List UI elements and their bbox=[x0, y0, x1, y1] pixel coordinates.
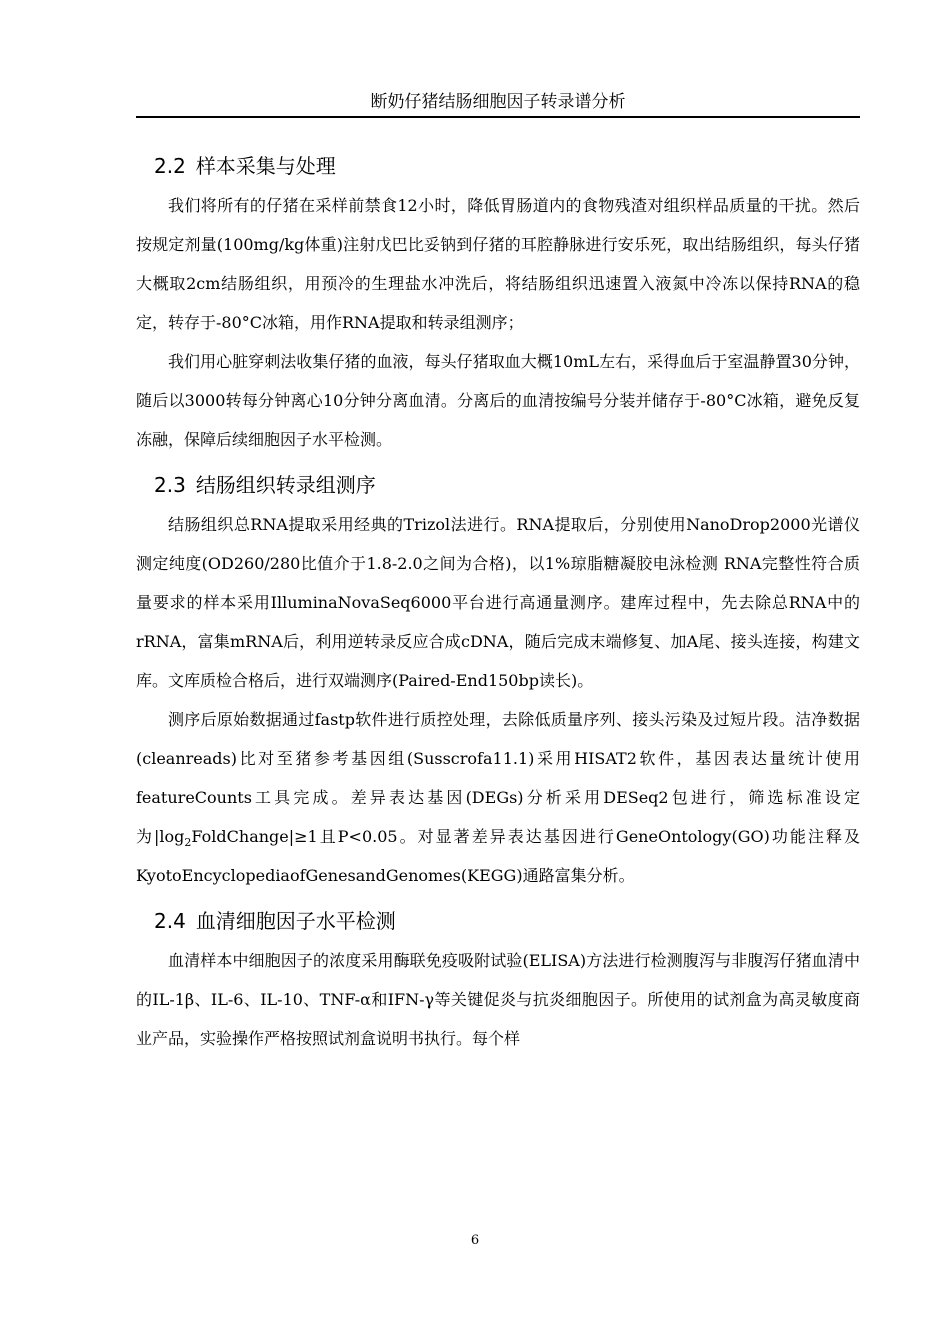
header-rule bbox=[136, 116, 860, 118]
paragraph bbox=[136, 700, 860, 895]
section-number: 2.3 bbox=[154, 473, 186, 497]
running-header: 断奶仔猪结肠细胞因子转录谱分析 bbox=[370, 92, 626, 112]
paragraph: 结肠组织总RNA提取采用经典的Trizol法进行。RNA提取后，分别使用NanoDrop2000光谱仪测定纯度(OD260/280比值介于1.8-2.0之间为合格)，以1%琼脂糖凝胶电泳检测 RNA完整性符合质量要求的样本采用IlluminaNovaSeq6000平台进行高通量测序。建库过程中，先去除总RNA中的rRNA，富集mRNA后，利用逆转录反应合成cDNA，随后完成末端修复、加A尾、接头连接，构建文库。文库质检合格后，进行双端测序(Paired-End150bp读长)。 bbox=[136, 515, 860, 690]
paragraph: 我们用心脏穿刺法收集仔猪的血液，每头仔猪取血大概10mL左右，采得血后于室温静置30分钟，随后以3000转每分钟离心10分钟分离血清。分离后的血清按编号分装并储存于-80°C冰箱，避免反复冻融，保障后续细胞因子水平检测。 bbox=[136, 352, 860, 449]
subscript: 2 bbox=[184, 836, 192, 850]
section-number: 2.2 bbox=[154, 154, 186, 178]
section-heading-2-4 bbox=[136, 901, 860, 941]
section-title: 结肠组织转录组测序 bbox=[195, 473, 376, 497]
paragraph-text: FoldChange|≥1且P<0.05。对显著差异表达基因进行GeneOntology(GO)功能注释及KyotoEncyclopediaofGenesandGenomes(KEGG)通路富集分析。 bbox=[136, 827, 860, 885]
section-title: 血清细胞因子水平检测 bbox=[195, 909, 396, 933]
page-body bbox=[136, 146, 860, 1058]
paragraph: 我们将所有的仔猪在采样前禁食12小时，降低胃肠道内的食物残渣对组织样品质量的干扰。然后按规定剂量(100mg/kg体重)注射戊巴比妥钠到仔猪的耳腔静脉进行安乐死，取出结肠组织，每头仔猪大概取2cm结肠组织，用预冷的生理盐水冲洗后，将结肠组织迅速置入液氮中冷冻以保持RNA的稳定，转存于-80°C冰箱，用作RNA提取和转录组测序； bbox=[136, 196, 860, 332]
section-heading-2-3 bbox=[136, 465, 860, 505]
paragraph: 血清样本中细胞因子的浓度采用酶联免疫吸附试验(ELISA)方法进行检测腹泻与非腹泻仔猪血清中的IL-1β、IL-6、IL-10、TNF-α和IFN-γ等关键促炎与抗炎细胞因子。所使用的试剂盒为高灵敏度商业产品，实验操作严格按照试剂盒说明书执行。每个样 bbox=[136, 951, 860, 1048]
paragraph-text: 测序后原始数据通过fastp软件进行质控处理，去除低质量序列、接头污染及过短片段。洁净数据(cleanreads)比对至猪参考基因组(Susscrofa11.1)采用HISAT2软件，基因表达量统计使用featureCounts工具完成。差异表达基因(DEGs)分析采用DESeq2包进行，筛选标准设定为|log bbox=[136, 710, 860, 846]
section-heading-2-2 bbox=[136, 146, 860, 186]
section-title: 样本采集与处理 bbox=[195, 154, 336, 178]
section-number: 2.4 bbox=[154, 909, 186, 933]
page-number: 6 bbox=[470, 1233, 480, 1248]
